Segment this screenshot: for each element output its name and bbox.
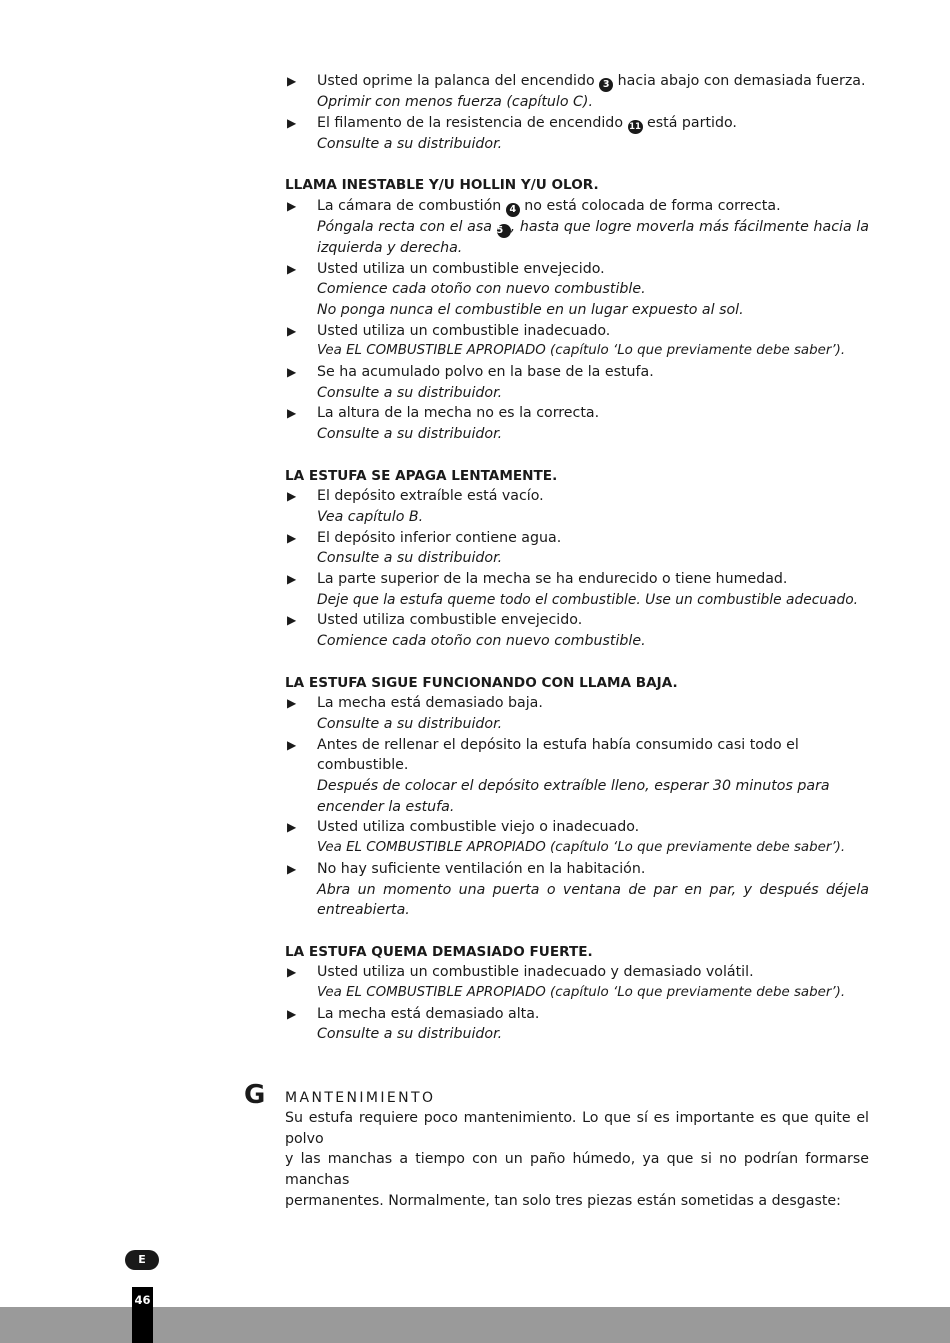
maintenance-paragraph <box>285 1108 869 1212</box>
list-item: ▶ La mecha está demasiado alta. <box>285 1004 869 1025</box>
section-title: MANTENIMIENTO <box>285 1090 436 1106</box>
bullet-arrow-icon: ▶ <box>287 820 297 835</box>
list-item: ▶ Usted oprime la palanca del encendido 3 hacia abajo con demasiada fuerza. <box>287 73 866 90</box>
remedy-text: Póngala recta con el asa 5 , hasta que logre moverla más fácilmente hacia la <box>317 218 869 236</box>
bullet-arrow-icon: ▶ <box>287 365 297 380</box>
remedy-text: Consulte a su distribuidor. <box>317 550 503 567</box>
remedy-text: Deje que la estufa queme todo el combustible. Use un combustible adecuado. <box>317 591 859 608</box>
bullet-arrow-icon: ▶ <box>287 696 297 711</box>
bullet-arrow-icon: ▶ <box>287 737 297 752</box>
remedy-text: encender la estufa. <box>317 798 455 815</box>
circled-number-icon: 3 <box>599 78 613 92</box>
paragraph-line: Su estufa requiere poco mantenimiento. Lo que sí es importante es que quite el polvo <box>285 1110 869 1147</box>
list-item: ▶ La altura de la mecha no es la correcta. <box>285 403 869 424</box>
paragraph-line: y las manchas a tiempo con un paño húmedo, ya que si no podrían formarse manchas <box>285 1151 869 1189</box>
remedy-text: izquierda y derecha. <box>317 239 463 256</box>
language-badge: E <box>125 1250 159 1270</box>
remedy-text: Oprimir con menos fuerza (capítulo C). <box>317 94 593 110</box>
list-item: ▶ El depósito inferior contiene agua. <box>285 528 869 549</box>
list-item: ▶ La cámara de combustión 4 no está colocada de forma correcta. <box>287 197 781 215</box>
remedy-text: No ponga nunca el combustible en un lugar expuesto al sol. <box>317 301 744 318</box>
bullet-arrow-icon: ▶ <box>287 572 297 587</box>
bullet-arrow-icon: ▶ <box>287 965 297 980</box>
bullet-arrow-icon: ▶ <box>287 489 297 504</box>
remedy-text: Vea EL COMBUSTIBLE APROPIADO (capítulo ‘Lo que previamente debe saber’). <box>317 985 846 1001</box>
section-letter: G <box>244 1080 266 1110</box>
list-item: ▶ Antes de rellenar el depósito la estufa había consumido casi todo el <box>285 735 869 756</box>
list-item: ▶ No hay suficiente ventilación en la habitación. <box>285 859 869 880</box>
bullet-arrow-icon: ▶ <box>287 115 297 130</box>
bullet-arrow-icon: ▶ <box>287 323 297 338</box>
list-item: ▶ La parte superior de la mecha se ha endurecido o tiene humedad. <box>285 569 869 590</box>
remedy-text: Consulte a su distribuidor. <box>317 135 503 152</box>
remedy-text: Consulte a su distribuidor. <box>317 384 503 401</box>
remedy-text: Comience cada otoño con nuevo combustible. <box>317 633 646 650</box>
page-number: 46 <box>134 1293 151 1307</box>
paragraph-line: permanentes. Normalmente, tan solo tres piezas están sometidas a desgaste: <box>285 1192 841 1209</box>
bullet-arrow-icon: ▶ <box>287 530 297 545</box>
list-item: ▶ Usted utiliza un combustible envejecido. <box>285 259 869 280</box>
section-heading: LA ESTUFA QUEMA DEMASIADO FUERTE. <box>285 943 593 960</box>
list-item: ▶ El filamento de la resistencia de encendido 11 está partido. <box>287 114 737 132</box>
circled-number-icon: 4 <box>506 203 520 217</box>
remedy-text: Comience cada otoño con nuevo combustible. <box>317 281 646 298</box>
circled-number-icon: 5 <box>497 224 511 238</box>
remedy-text: Abra un momento una puerta o ventana de par en par, y después déjela <box>317 881 869 898</box>
remedy-text: Consulte a su distribuidor. <box>317 426 503 443</box>
remedy-text: Consulte a su distribuidor. <box>317 1026 503 1043</box>
troubleshooting-content <box>285 71 869 1045</box>
bullet-arrow-icon: ▶ <box>287 74 297 88</box>
bullet-arrow-icon: ▶ <box>287 261 297 276</box>
section-heading: LA ESTUFA SIGUE FUNCIONANDO CON LLAMA BAJA. <box>285 674 678 691</box>
list-item: ▶ La mecha está demasiado baja. <box>285 693 869 714</box>
section-heading: LA ESTUFA SE APAGA LENTAMENTE. <box>285 467 558 484</box>
list-item: ▶ Usted utiliza un combustible inadecuado. <box>285 321 869 342</box>
list-item: ▶ Se ha acumulado polvo en la base de la estufa. <box>285 362 869 383</box>
list-item: ▶ El depósito extraíble está vacío. <box>285 486 869 507</box>
bullet-arrow-icon: ▶ <box>287 613 297 628</box>
list-item: ▶ Usted utiliza un combustible inadecuado y demasiado volátil. <box>285 962 869 983</box>
bullet-arrow-icon: ▶ <box>287 1006 297 1021</box>
remedy-text: Vea EL COMBUSTIBLE APROPIADO (capítulo ‘Lo que previamente debe saber’). <box>317 343 846 359</box>
cause-text: combustible. <box>317 757 409 774</box>
remedy-text: entreabierta. <box>317 902 410 919</box>
remedy-text: Después de colocar el depósito extraíble lleno, esperar 30 minutos para <box>317 778 830 795</box>
remedy-text: Consulte a su distribuidor. <box>317 715 503 732</box>
list-item: ▶ Usted utiliza combustible viejo o inadecuado. <box>285 817 869 838</box>
circled-number-icon: 11 <box>629 121 641 132</box>
list-item: ▶ Usted utiliza combustible envejecido. <box>285 610 869 631</box>
remedy-text: Vea capítulo B. <box>317 508 424 525</box>
section-heading: LLAMA INESTABLE Y/U HOLLIN Y/U OLOR. <box>285 177 599 194</box>
bullet-arrow-icon: ▶ <box>287 861 297 876</box>
remedy-text: Vea EL COMBUSTIBLE APROPIADO (capítulo ‘Lo que previamente debe saber’). <box>317 840 846 856</box>
bullet-arrow-icon: ▶ <box>287 198 297 213</box>
bullet-arrow-icon: ▶ <box>287 406 297 421</box>
